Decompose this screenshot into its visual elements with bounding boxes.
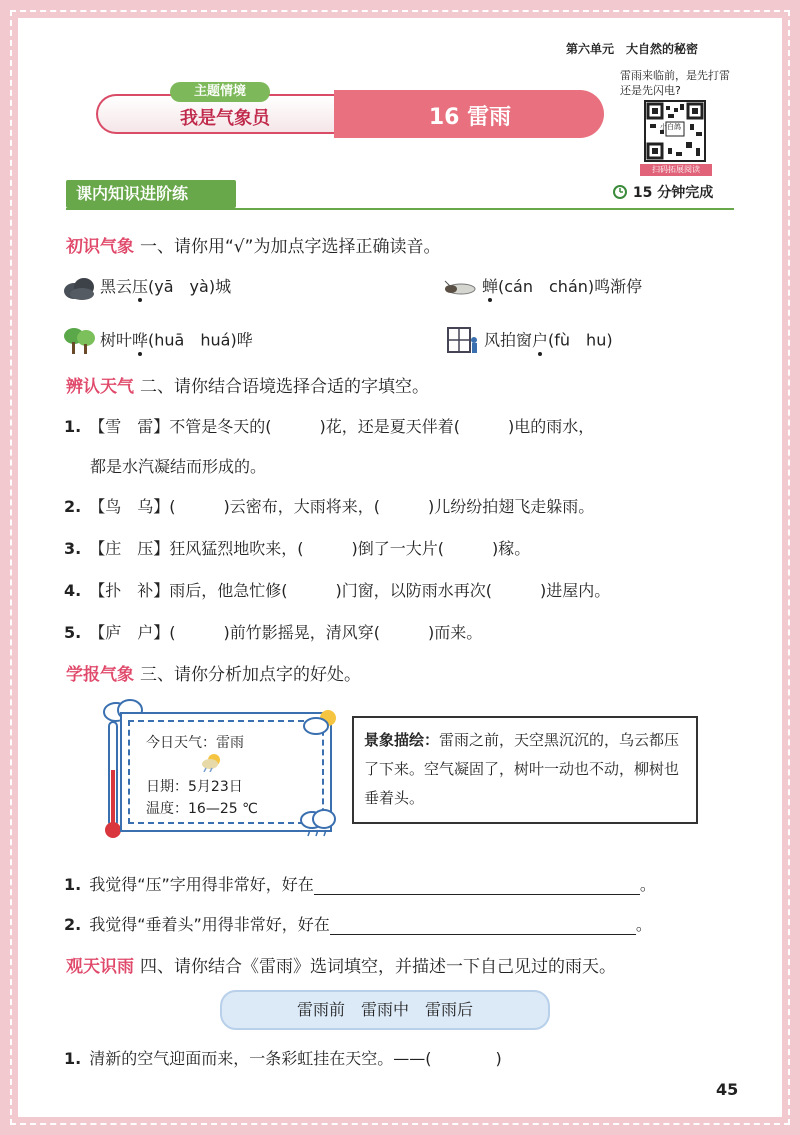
weather-icon — [200, 752, 224, 772]
section-title: 课内知识进阶练 — [66, 180, 236, 208]
q2-item-2[interactable]: 2. 【鸟 乌】( )云密布，大雨将来，( )儿纷纷拍翅飞走躲雨。 — [64, 497, 595, 516]
q1-options-3[interactable]: (huā huá) — [148, 330, 237, 350]
weather-title: 今日天气：雷雨 — [146, 735, 244, 751]
qr-caption: 扫码拓展阅读 — [640, 164, 712, 176]
q1-item-3: 树叶哗(huā huá)哗 — [62, 326, 253, 356]
timer-label — [612, 182, 713, 202]
q2-tag: 辨认天气 — [66, 377, 134, 397]
q4-heading — [66, 952, 616, 977]
q3-answer-1: 1. 我觉得“压”字用得非常好，好在 。 — [64, 875, 656, 894]
q4-tag: 观天识雨 — [66, 957, 134, 977]
scene-text: 雷雨之前，天空黑沉沉的，乌云都压了下来。空气凝固了，树叶一动也不动，柳树也垂着头。 — [364, 731, 680, 807]
q3-answer-2: 2. 我觉得“垂着头”用得非常好，好在 。 — [64, 915, 652, 934]
page-number: 45 — [716, 1080, 739, 1099]
clock-icon — [612, 183, 628, 199]
word-bank: 雷雨前 雷雨中 雷雨后 — [220, 990, 550, 1030]
section-divider — [66, 208, 734, 210]
q3-instruction: 三、请你分析加点字的好处。 — [140, 665, 361, 685]
lesson-title: 16 雷雨 — [428, 105, 512, 130]
window-icon — [446, 326, 480, 356]
weather-date: 日期：5月23日 — [146, 779, 243, 795]
q3-answer-1-blank[interactable] — [314, 875, 640, 895]
scene-description — [352, 716, 698, 824]
weather-temp: 温度：16—25 ℃ — [146, 801, 258, 817]
q1-heading — [66, 232, 440, 257]
q2-instruction: 二、请你结合语境选择合适的字填空。 — [140, 377, 429, 397]
q1-item-4: 风拍窗户(fù hu) — [446, 326, 613, 356]
q1-item-2: 蝉(cán chán)鸣渐停 — [438, 274, 642, 301]
qr-label: 小白鸽 — [660, 123, 681, 131]
q3-answer-2-blank[interactable] — [330, 915, 636, 935]
q1-tag: 初识气象 — [66, 237, 134, 257]
unit-title: 第六单元 大自然的秘密 — [566, 42, 699, 56]
q1-options-2[interactable]: (cán chán) — [498, 277, 595, 296]
q4-instruction: 四、请你结合《雷雨》选词填空，并描述一下自己见过的雨天。 — [140, 957, 616, 977]
sun-cloud-icon — [302, 704, 342, 738]
q3-tag: 学报气象 — [66, 665, 134, 685]
q2-item-3[interactable]: 3. 【庄 压】狂风猛烈地吹来，( )倒了一大片( )稼。 — [64, 539, 531, 558]
q1-item-1: 黑云压(yā yà)城 — [62, 274, 231, 301]
cicada-icon — [438, 275, 478, 301]
theme-tag: 主题情境 — [170, 82, 270, 102]
q2-item-4[interactable]: 4. 【扑 补】雨后，他急忙修( )门窗，以防雨水再次( )进屋内。 — [64, 581, 611, 600]
tree-icon — [62, 326, 96, 356]
q1-instruction: 一、请你用“√”为加点字选择正确读音。 — [140, 237, 441, 257]
q2-item-1[interactable]: 1. 【雪 雷】不管是冬天的( )花，还是夏天伴着( )电的雨水， — [64, 417, 595, 436]
dark-cloud-icon — [62, 275, 96, 301]
q2-item-1-cont: 都是水汽凝结而形成的。 — [90, 457, 267, 476]
rain-cloud-icon — [298, 808, 338, 838]
q3-heading — [66, 660, 361, 685]
q4-item-1[interactable]: 1. 清新的空气迎面而来，一条彩虹挂在天空。——( ) — [64, 1049, 502, 1068]
q1-options-4[interactable]: (fù hu) — [548, 330, 613, 350]
q2-heading — [66, 372, 429, 397]
q2-item-5[interactable]: 5. 【庐 户】( )前竹影摇晃，清风穿( )而来。 — [64, 623, 483, 642]
q1-options-1[interactable]: (yā yà) — [148, 277, 216, 296]
scene-label: 景象描绘： — [364, 731, 440, 749]
qr-note: 雷雨来临前，是先打雷还是先闪电? — [620, 69, 730, 97]
theme-title: 我是气象员 — [180, 108, 270, 129]
timer-text: 15 分钟完成 — [632, 185, 714, 201]
